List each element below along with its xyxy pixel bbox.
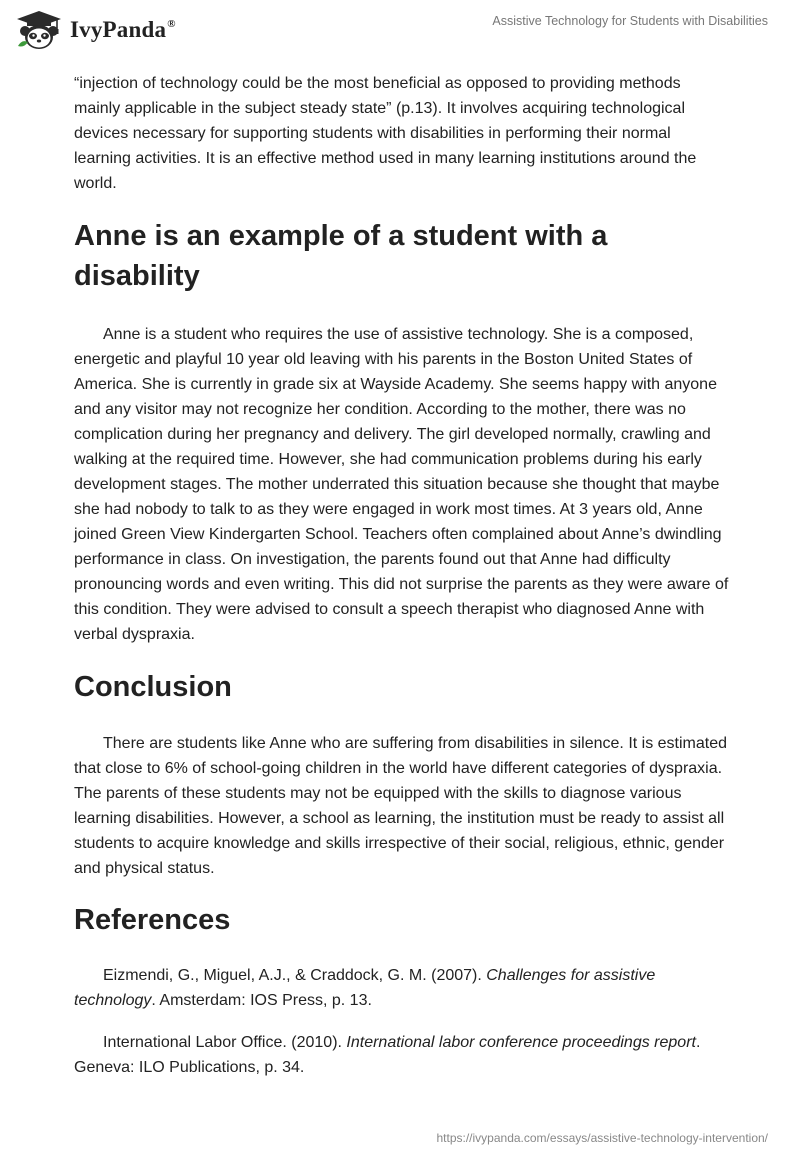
intro-paragraph: “injection of technology could be the most beneficial as opposed to providing methods mainly applicable in the subject steady state” (p.13). It involves acquiring technological devices necessary for supporting students with disabilities in performing their normal learning activities. It is an effective method used in many learning institutions around the world. xyxy=(74,75,697,192)
ivypanda-logo[interactable] xyxy=(15,8,176,52)
reference-item xyxy=(74,963,730,1013)
panda-graduate-icon xyxy=(15,10,63,50)
page-header xyxy=(0,0,800,60)
reference-publisher: . Geneva: ILO Publications, p. 34. xyxy=(74,1034,701,1076)
section-heading-anne: Anne is an example of a student with a disability xyxy=(74,220,608,292)
registered-mark: ® xyxy=(167,18,176,30)
essay-body xyxy=(74,71,730,1080)
source-url-link[interactable]: https://ivypanda.com/essays/assistive-technology-intervention/ xyxy=(436,1131,768,1145)
reference-title: International labor conference proceedings report xyxy=(346,1034,696,1051)
reference-authors: Eizmendi, G., Miguel, A.J., & Craddock, G. M. (2007). xyxy=(103,967,487,984)
anne-paragraph: Anne is a student who requires the use of assistive technology. She is a composed, energetic and playful 10 year old leaving with his parents in the Boston United States of America. She is currently in grade six at Wayside Academy. She seems happy with anyone and any visitor may not recognize her condition. According to the mother, there was no complication during her pregnancy and delivery. The girl developed normally, crawling and walking at the required time. However, she had communication problems during his early development stages. The mother underrated this situation because she thought that maybe she had nobody to talk to as they were engaged in work most times. At 3 years old, Anne joined Green View Kindergarten School. Teachers often complained about Anne’s dwindling performance in class. On investigation, the parents found out that Anne had difficulty pronouncing words and even writing. This did not surprise the parents as they were aware of this condition. They were advised to consult a speech therapist who diagnosed Anne with verbal dyspraxia. xyxy=(74,326,729,643)
reference-authors: International Labor Office. (2010). xyxy=(103,1034,347,1051)
reference-item xyxy=(74,1030,730,1080)
section-heading-references: References xyxy=(74,904,231,936)
reference-title: Challenges for assistive technology xyxy=(74,967,656,1009)
reference-publisher: . Amsterdam: IOS Press, p. 13. xyxy=(151,992,372,1009)
brand-name: IvyPanda® xyxy=(70,17,176,42)
conclusion-paragraph: There are students like Anne who are suffering from disabilities in silence. It is estimated that close to 6% of school-going children in the world have different categories of dyspraxia. The parents of these students may not be equipped with the skills to diagnose various learning disabilities. However, a school as learning, the institution must be ready to assist all students to acquire knowledge and skills irrespective of their social, religious, ethnic, gender and physical status. xyxy=(74,735,728,877)
running-title: Assistive Technology for Students with Disabilities xyxy=(492,14,768,28)
section-heading-conclusion: Conclusion xyxy=(74,671,232,703)
